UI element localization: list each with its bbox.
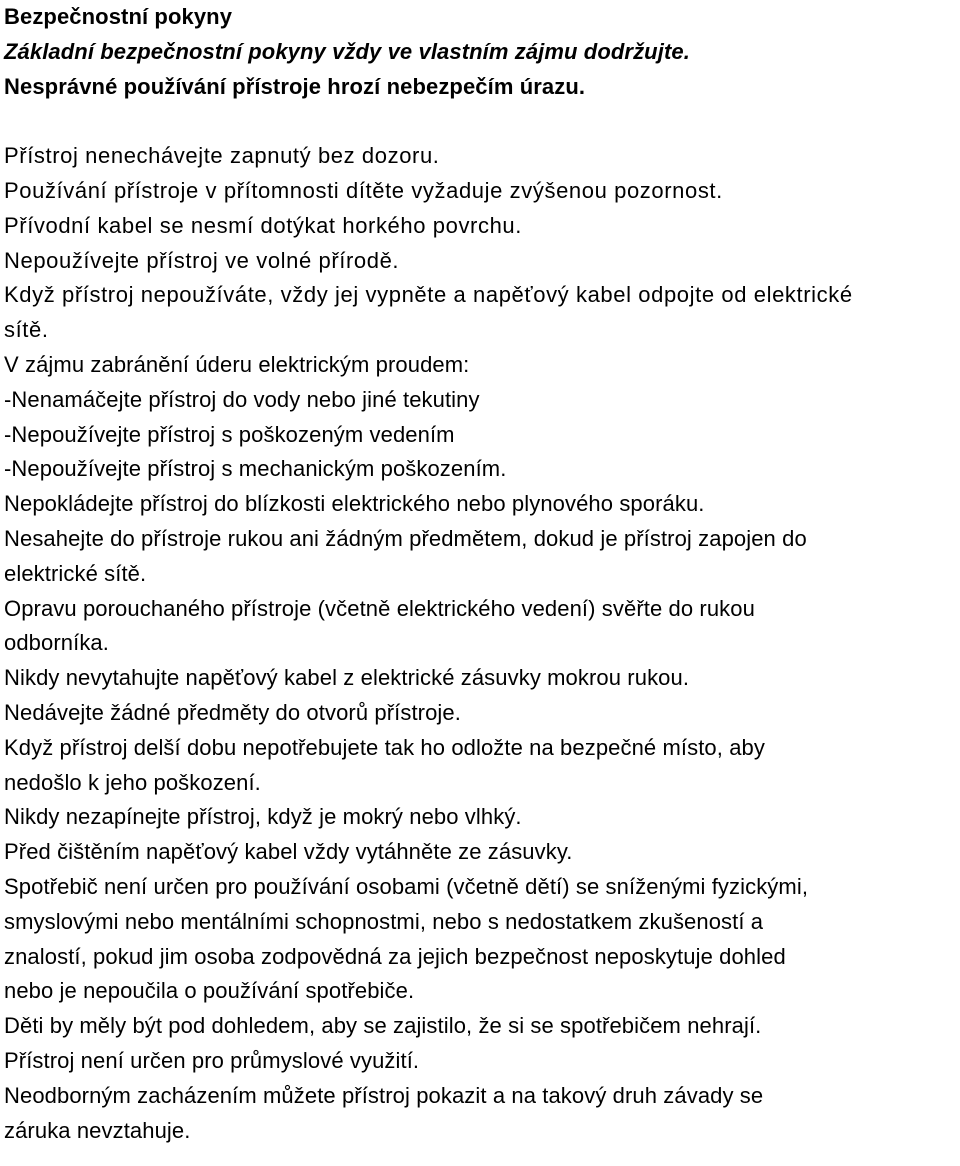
text-line: elektrické sítě. xyxy=(4,560,147,586)
text-line: Nepoužívejte přístroj ve volné přírodě. xyxy=(4,247,400,273)
text-line: Když přístroj delší dobu nepotřebujete tak ho odložte na bezpečné místo, aby xyxy=(4,734,765,760)
intro-line: Nesprávné používání přístroje hrozí nebezpečím úrazu. xyxy=(4,73,586,99)
text-line: nedošlo k jeho poškození. xyxy=(4,769,261,795)
text-line: sítě. xyxy=(4,317,49,343)
text-line: Přívodní kabel se nesmí dotýkat horkého povrchu. xyxy=(4,212,522,238)
intro-line: Základní bezpečnostní pokyny vždy ve vlastním zájmu dodržujte. xyxy=(4,38,690,64)
text-line: Děti by měly být pod dohledem, aby se zajistilo, že si se spotřebičem nehrají. xyxy=(4,1013,762,1039)
text-line: odborníka. xyxy=(4,630,109,656)
text-line: Před čištěním napěťový kabel vždy vytáhněte ze zásuvky. xyxy=(4,839,573,865)
text-line: -Nepoužívejte přístroj s poškozeným vedením xyxy=(4,421,455,447)
text-line: Používání přístroje v přítomnosti dítěte vyžaduje zvýšenou pozornost. xyxy=(4,177,723,203)
text-line: -Nepoužívejte přístroj s mechanickým poškozením. xyxy=(4,456,507,482)
text-line: Opravu porouchaného přístroje (včetně elektrického vedení) svěřte do rukou xyxy=(4,595,755,621)
text-line: znalostí, pokud jim osoba zodpovědná za jejich bezpečnost neposkytuje dohled xyxy=(4,943,786,969)
text-line: Spotřebič není určen pro používání osobami (včetně dětí) se sníženými fyzickými, xyxy=(4,873,809,899)
text-line: Nepokládejte přístroj do blízkosti elektrického nebo plynového sporáku. xyxy=(4,491,705,517)
text-line: Nikdy nevytahujte napěťový kabel z elektrické zásuvky mokrou rukou. xyxy=(4,665,690,691)
text-line: smyslovými nebo mentálními schopnostmi, nebo s nedostatkem zkušeností a xyxy=(4,908,764,934)
blank-line xyxy=(4,104,956,139)
text-line: nebo je nepoučila o používání spotřebiče. xyxy=(4,978,415,1004)
safety-instructions-document xyxy=(4,0,956,1148)
text-line: Nikdy nezapínejte přístroj, když je mokrý nebo vlhký. xyxy=(4,804,522,830)
text-line: Přístroj nenechávejte zapnutý bez dozoru. xyxy=(4,143,440,169)
text-line: záruka nevztahuje. xyxy=(4,1117,191,1143)
text-line: V zájmu zabránění úderu elektrickým proudem: xyxy=(4,351,470,377)
text-line: Nedávejte žádné předměty do otvorů přístroje. xyxy=(4,699,461,725)
text-line: Přístroj není určen pro průmyslové využití. xyxy=(4,1047,420,1073)
text-line: Neodborným zacházením můžete přístroj pokazit a na takový druh závady se xyxy=(4,1082,764,1108)
text-line: Když přístroj nepoužíváte, vždy jej vypněte a napěťový kabel odpojte od elektrické xyxy=(4,282,853,308)
text-line: -Nenamáčejte přístroj do vody nebo jiné tekutiny xyxy=(4,386,480,412)
document-heading: Bezpečnostní pokyny xyxy=(4,4,233,29)
text-line: Nesahejte do přístroje rukou ani žádným předmětem, dokud je přístroj zapojen do xyxy=(4,525,807,551)
